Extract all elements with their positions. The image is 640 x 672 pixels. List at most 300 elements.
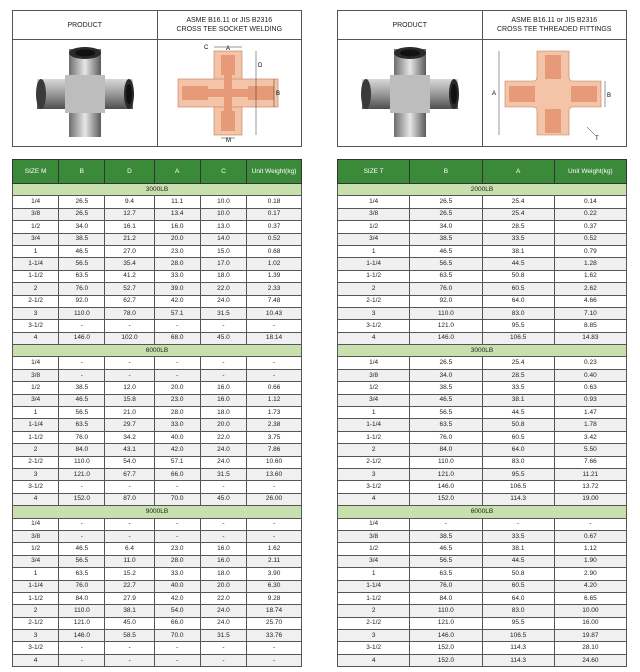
table-cell: - (154, 530, 200, 542)
table-cell: 0.14 (554, 196, 626, 208)
table-cell: 25.70 (247, 617, 302, 629)
table-cell: 18.0 (200, 407, 246, 419)
table-cell: 114.3 (482, 654, 554, 666)
table-row (338, 456, 627, 468)
table-cell: 26.5 (59, 196, 105, 208)
table-cell: 9.4 (105, 196, 154, 208)
table-cell: - (154, 369, 200, 381)
table-cell: 1/2 (338, 221, 410, 233)
table-cell: 22.0 (200, 592, 246, 604)
table-cell: 38.5 (59, 382, 105, 394)
table-cell: 44.5 (482, 258, 554, 270)
table-cell: 70.0 (154, 493, 200, 505)
table-cell: 22.7 (105, 580, 154, 592)
table-cell: 3 (338, 468, 410, 480)
table-cell: 10.00 (554, 605, 626, 617)
table-cell: 1-1/4 (13, 258, 59, 270)
table-cell: 4 (338, 332, 410, 344)
table-row (13, 605, 302, 617)
table-cell: 1 (13, 568, 59, 580)
table-row (338, 394, 627, 406)
table-cell: - (59, 481, 105, 493)
table-cell: 45.0 (200, 493, 246, 505)
table-cell: 16.1 (105, 221, 154, 233)
table-cell: 34.0 (59, 221, 105, 233)
table-cell: 1/4 (13, 357, 59, 369)
table-row (13, 283, 302, 295)
table-cell: 4 (338, 654, 410, 666)
socket-cross-diagram-icon (164, 43, 294, 143)
table-cell: 2-1/2 (13, 295, 59, 307)
table-cell: 76.0 (410, 283, 482, 295)
table-row (338, 369, 627, 381)
table-cell: 68.0 (154, 332, 200, 344)
table-row (13, 456, 302, 468)
table-cell: 1/2 (13, 543, 59, 555)
table-cell: 31.5 (200, 630, 246, 642)
table-cell: 67.7 (105, 468, 154, 480)
table-cell: 152.0 (410, 493, 482, 505)
table-cell: - (154, 654, 200, 666)
table-cell: 39.0 (154, 283, 200, 295)
table-cell: 28.10 (554, 642, 626, 654)
table-cell: 3.90 (247, 568, 302, 580)
table-cell: 24.0 (200, 605, 246, 617)
left-header-table (12, 10, 302, 147)
table-cell: - (154, 481, 200, 493)
table-cell: 3/8 (13, 208, 59, 220)
table-cell: 19.87 (554, 630, 626, 642)
table-cell: 22.0 (200, 431, 246, 443)
table-row (338, 493, 627, 505)
table-cell: - (200, 642, 246, 654)
table-row (13, 580, 302, 592)
table-cell: 1.39 (247, 270, 302, 282)
table-cell: 76.0 (410, 431, 482, 443)
table-cell: 24.0 (200, 295, 246, 307)
pressure-class-label: 2000LB (338, 184, 627, 196)
table-header-row (338, 160, 627, 184)
table-cell: 0.37 (247, 221, 302, 233)
table-row (338, 295, 627, 307)
table-cell: 146.0 (410, 481, 482, 493)
table-cell: - (154, 357, 200, 369)
table-cell: 10.0 (200, 196, 246, 208)
table-cell: 84.0 (410, 444, 482, 456)
table-row (13, 270, 302, 282)
table-cell: 60.5 (482, 283, 554, 295)
table-cell: 12.7 (105, 208, 154, 220)
table-cell: - (482, 518, 554, 530)
table-cell: 38.1 (482, 543, 554, 555)
table-cell: 2-1/2 (13, 456, 59, 468)
table-cell: 10.60 (247, 456, 302, 468)
table-cell: 60.5 (482, 431, 554, 443)
table-cell: - (154, 518, 200, 530)
right-product-photo (338, 40, 483, 147)
table-cell: 28.0 (154, 407, 200, 419)
table-cell: 24.0 (200, 444, 246, 456)
table-cell: 54.0 (154, 605, 200, 617)
table-cell: - (105, 369, 154, 381)
table-cell: 0.63 (554, 382, 626, 394)
table-cell: 3-1/2 (338, 481, 410, 493)
table-row (13, 555, 302, 567)
table-row (338, 530, 627, 542)
table-cell: 24.0 (200, 456, 246, 468)
table-cell: 152.0 (410, 654, 482, 666)
table-cell: 56.5 (59, 258, 105, 270)
table-cell: 3 (13, 630, 59, 642)
left-dimension-diagram (157, 40, 302, 147)
diagram-label-b: B (607, 93, 612, 99)
table-cell: - (59, 320, 105, 332)
table-row (13, 394, 302, 406)
table-cell: 76.0 (410, 580, 482, 592)
table-cell: 110.0 (410, 605, 482, 617)
table-cell: 33.5 (482, 530, 554, 542)
table-cell: 2-1/2 (13, 617, 59, 629)
table-cell: 10.43 (247, 307, 302, 319)
table-cell: 0.93 (554, 394, 626, 406)
table-cell: 38.1 (482, 394, 554, 406)
table-cell: 3/8 (338, 208, 410, 220)
table-cell: 2 (13, 283, 59, 295)
table-row (338, 444, 627, 456)
table-cell: 1.62 (554, 270, 626, 282)
cross-fitting-photo-icon (25, 43, 145, 143)
column-header: B (410, 160, 482, 184)
table-row (13, 543, 302, 555)
table-cell: 46.5 (410, 245, 482, 257)
right-spec-line2: CROSS TEE THREADED FITTINGS (497, 26, 612, 33)
table-cell: - (59, 530, 105, 542)
table-cell: 110.0 (59, 307, 105, 319)
table-cell: 95.5 (482, 468, 554, 480)
table-cell: 13.60 (247, 468, 302, 480)
table-cell: 31.5 (200, 468, 246, 480)
diagram-label-a: A (226, 46, 231, 52)
table-cell: 7.10 (554, 307, 626, 319)
table-cell: 110.0 (59, 456, 105, 468)
column-header: D (105, 160, 154, 184)
table-cell: 121.0 (410, 468, 482, 480)
table-cell: 16.00 (554, 617, 626, 629)
table-cell: 29.7 (105, 419, 154, 431)
table-cell: 42.0 (154, 444, 200, 456)
diagram-label-c: C (204, 45, 209, 51)
table-cell: 1.90 (554, 555, 626, 567)
table-cell: 121.0 (410, 617, 482, 629)
table-cell: 16.0 (200, 555, 246, 567)
table-cell: 110.0 (410, 456, 482, 468)
left-product-label: PRODUCT (13, 11, 158, 40)
table-cell: 56.5 (410, 407, 482, 419)
table-cell: 41.2 (105, 270, 154, 282)
table-cell: 106.5 (482, 481, 554, 493)
right-product-label: PRODUCT (338, 11, 483, 40)
table-row (13, 431, 302, 443)
table-cell: 92.0 (59, 295, 105, 307)
table-cell: 28.5 (482, 369, 554, 381)
column-header: B (59, 160, 105, 184)
table-row (338, 592, 627, 604)
table-cell: 27.9 (105, 592, 154, 604)
table-cell: 62.7 (105, 295, 154, 307)
table-cell: 57.1 (154, 456, 200, 468)
table-cell: - (59, 642, 105, 654)
table-cell: 15.2 (105, 568, 154, 580)
table-cell: 21.2 (105, 233, 154, 245)
table-cell: 35.4 (105, 258, 154, 270)
table-row (13, 382, 302, 394)
table-cell: 18.74 (247, 605, 302, 617)
table-cell: 2.90 (554, 568, 626, 580)
table-cell: 23.0 (154, 543, 200, 555)
table-cell: 11.1 (154, 196, 200, 208)
table-cell: 58.5 (105, 630, 154, 642)
table-row (338, 605, 627, 617)
left-spec-line1: ASME B16.11 or JIS B2316 (186, 17, 273, 24)
table-cell: 76.0 (59, 431, 105, 443)
right-spec-line1: ASME B16.11 or JIS B2316 (511, 17, 598, 24)
table-row (338, 431, 627, 443)
table-cell: 1-1/4 (338, 419, 410, 431)
table-cell: - (59, 357, 105, 369)
table-cell: 4 (13, 493, 59, 505)
table-cell: 70.0 (154, 630, 200, 642)
table-cell: 16.0 (200, 394, 246, 406)
table-cell: - (247, 518, 302, 530)
table-cell: 106.5 (482, 332, 554, 344)
table-cell: 46.5 (410, 394, 482, 406)
table-cell: - (105, 320, 154, 332)
table-cell: 7.48 (247, 295, 302, 307)
table-row (13, 221, 302, 233)
table-cell: 0.23 (554, 357, 626, 369)
table-row (13, 493, 302, 505)
table-cell: 20.0 (200, 419, 246, 431)
table-cell: 33.0 (154, 568, 200, 580)
table-cell: 26.5 (59, 208, 105, 220)
table-row (338, 642, 627, 654)
table-cell: 0.18 (247, 196, 302, 208)
diagram-label-d: D (258, 63, 263, 69)
table-cell: 3-1/2 (338, 320, 410, 332)
table-cell: 38.5 (59, 233, 105, 245)
table-cell: - (247, 654, 302, 666)
table-cell: - (59, 518, 105, 530)
table-cell: 28.0 (154, 555, 200, 567)
table-cell: - (200, 481, 246, 493)
table-cell: 4.66 (554, 295, 626, 307)
table-cell: 25.4 (482, 357, 554, 369)
table-cell: 95.5 (482, 617, 554, 629)
column-header: SIZE M (13, 160, 59, 184)
table-cell: 76.0 (59, 283, 105, 295)
table-row (13, 357, 302, 369)
table-cell: 3.42 (554, 431, 626, 443)
table-cell: 1/4 (338, 518, 410, 530)
table-cell: 2.11 (247, 555, 302, 567)
table-cell: 4 (13, 654, 59, 666)
table-row (338, 518, 627, 530)
threaded-dimension-table (337, 159, 627, 667)
table-cell: 3-1/2 (338, 642, 410, 654)
socket-weld-panel (12, 10, 302, 667)
table-row (338, 196, 627, 208)
table-cell: 34.0 (410, 369, 482, 381)
table-cell: 0.37 (554, 221, 626, 233)
table-cell: 6.4 (105, 543, 154, 555)
table-cell: 4 (338, 493, 410, 505)
table-cell: 28.0 (154, 258, 200, 270)
right-dimension-diagram (482, 40, 627, 147)
table-cell: 1-1/2 (338, 592, 410, 604)
table-cell: 64.0 (482, 295, 554, 307)
table-cell: 2 (338, 605, 410, 617)
table-cell: 0.40 (554, 369, 626, 381)
table-cell: 2.62 (554, 283, 626, 295)
table-cell: 34.2 (105, 431, 154, 443)
pressure-class-row (13, 184, 302, 196)
table-cell: 1.73 (247, 407, 302, 419)
table-cell: 2-1/2 (338, 456, 410, 468)
table-cell: 2 (338, 283, 410, 295)
table-row (338, 481, 627, 493)
table-cell: 152.0 (59, 493, 105, 505)
table-cell: 78.0 (105, 307, 154, 319)
table-cell: 22.0 (200, 283, 246, 295)
table-cell: 114.3 (482, 642, 554, 654)
table-cell: 60.5 (482, 580, 554, 592)
table-cell: 18.0 (200, 270, 246, 282)
table-cell: 63.5 (59, 270, 105, 282)
table-cell: 1-1/2 (338, 431, 410, 443)
table-cell: 1.62 (247, 543, 302, 555)
table-cell: 1/2 (338, 382, 410, 394)
table-row (13, 369, 302, 381)
table-cell: 3 (13, 307, 59, 319)
pressure-class-label: 9000LB (13, 506, 302, 518)
table-cell: 17.0 (200, 258, 246, 270)
pressure-class-row (338, 506, 627, 518)
table-cell: 25.4 (482, 196, 554, 208)
table-cell: 3/4 (338, 394, 410, 406)
table-cell: 121.0 (59, 617, 105, 629)
table-cell: 31.5 (200, 307, 246, 319)
table-cell: 11.0 (105, 555, 154, 567)
table-cell: 1 (13, 245, 59, 257)
column-header: SIZE T (338, 160, 410, 184)
table-cell: - (247, 642, 302, 654)
table-cell: 0.52 (247, 233, 302, 245)
left-spec-line2: CROSS TEE SOCKET WELDING (176, 26, 283, 33)
table-row (13, 196, 302, 208)
table-cell: 2.33 (247, 283, 302, 295)
threaded-cross-diagram-icon (489, 43, 619, 143)
table-cell: 26.5 (410, 196, 482, 208)
table-cell: 2 (13, 444, 59, 456)
table-cell: 33.0 (154, 270, 200, 282)
table-cell: 3/4 (338, 555, 410, 567)
table-cell: 1.02 (247, 258, 302, 270)
table-row (338, 543, 627, 555)
table-cell: 19.00 (554, 493, 626, 505)
table-cell: 3/4 (13, 555, 59, 567)
table-cell: 84.0 (59, 592, 105, 604)
right-spec-title (482, 11, 627, 40)
table-cell: 4.20 (554, 580, 626, 592)
table-cell: 45.0 (105, 617, 154, 629)
table-cell: - (247, 530, 302, 542)
table-row (13, 568, 302, 580)
table-row (338, 307, 627, 319)
table-cell: - (200, 654, 246, 666)
table-cell: 1 (338, 245, 410, 257)
table-cell: 63.5 (410, 568, 482, 580)
diagram-label-b: B (276, 91, 281, 97)
table-cell: 1/4 (338, 357, 410, 369)
table-row (338, 283, 627, 295)
table-cell: 16.0 (200, 382, 246, 394)
diagram-label-t: T (595, 136, 599, 142)
table-cell: 66.0 (154, 468, 200, 480)
column-header: A (482, 160, 554, 184)
table-cell: 0.66 (247, 382, 302, 394)
table-cell: 23.0 (154, 394, 200, 406)
table-cell: - (200, 530, 246, 542)
table-cell: 1 (338, 568, 410, 580)
table-cell: 1 (13, 407, 59, 419)
table-cell: 3/8 (338, 369, 410, 381)
table-cell: 2-1/2 (338, 295, 410, 307)
table-cell: - (554, 518, 626, 530)
table-cell: - (247, 357, 302, 369)
table-cell: - (154, 320, 200, 332)
table-cell: 146.0 (410, 630, 482, 642)
table-cell: 28.5 (482, 221, 554, 233)
left-spec-title (157, 11, 302, 40)
table-row (338, 568, 627, 580)
pressure-class-label: 3000LB (338, 345, 627, 357)
table-cell: 6.65 (554, 592, 626, 604)
table-cell: - (105, 357, 154, 369)
table-row (13, 654, 302, 666)
table-cell: 26.5 (410, 208, 482, 220)
pressure-class-label: 6000LB (338, 506, 627, 518)
table-cell: 27.0 (105, 245, 154, 257)
table-cell: 33.5 (482, 233, 554, 245)
table-cell: 76.0 (59, 580, 105, 592)
socket-weld-dimension-table (12, 159, 302, 667)
table-cell: 3/4 (13, 394, 59, 406)
table-row (338, 382, 627, 394)
table-cell: 52.7 (105, 283, 154, 295)
table-cell: - (247, 369, 302, 381)
table-cell: - (247, 481, 302, 493)
table-cell: 18.0 (200, 568, 246, 580)
table-row (13, 245, 302, 257)
table-cell: 56.5 (59, 407, 105, 419)
table-row (338, 245, 627, 257)
table-cell: 64.0 (482, 592, 554, 604)
table-row (13, 481, 302, 493)
table-row (13, 468, 302, 480)
table-cell: 1.78 (554, 419, 626, 431)
table-cell: 56.5 (410, 555, 482, 567)
table-cell: - (105, 642, 154, 654)
